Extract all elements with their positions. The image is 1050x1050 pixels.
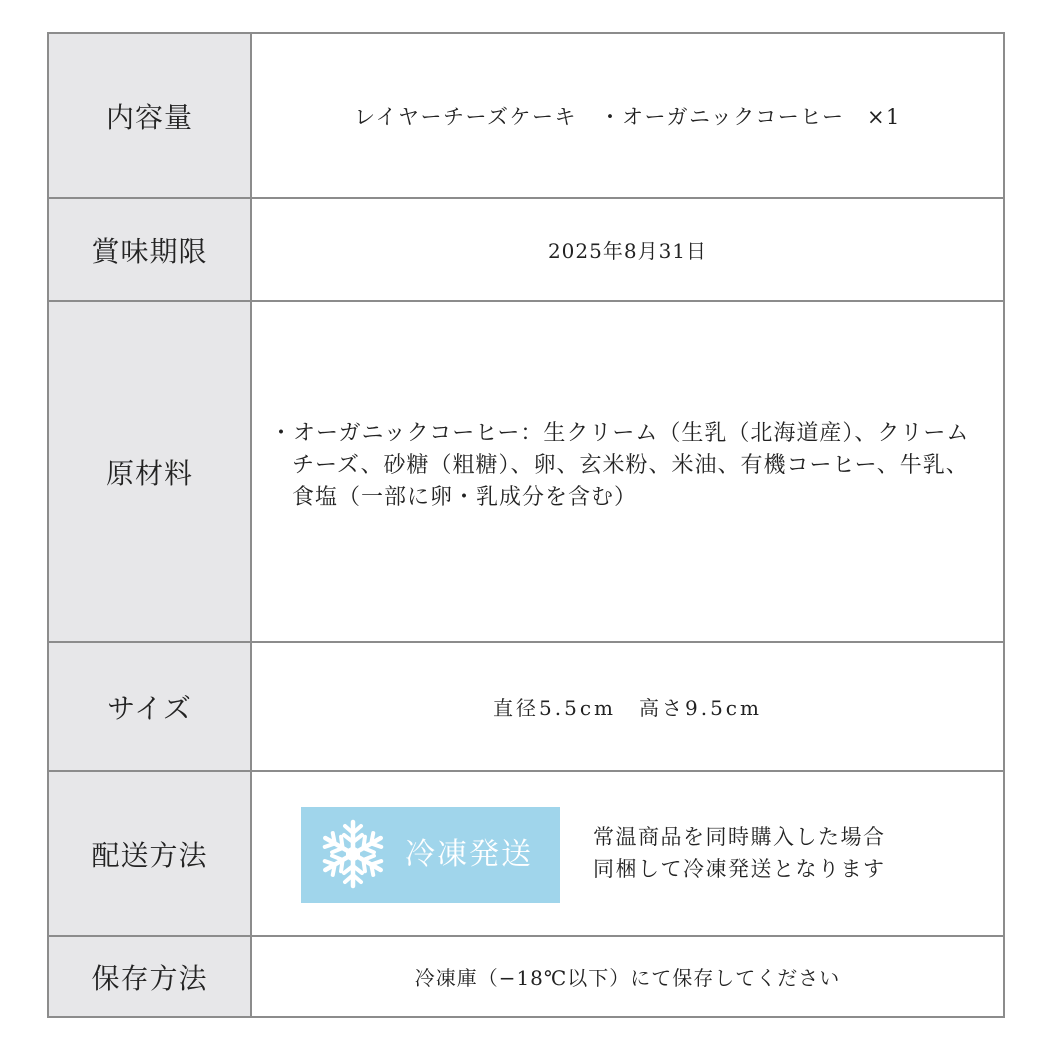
snowflake-icon: [318, 819, 388, 889]
label-shipping: [49, 772, 250, 935]
label-size-text: サイズ: [107, 691, 192, 725]
value-size-text: 直径5.5cm 高さ9.5cm: [493, 696, 762, 720]
label-best-before: [49, 199, 250, 300]
label-storage-text: 保存方法: [91, 961, 208, 995]
label-contents-text: 内容量: [105, 100, 193, 134]
value-best-before-text: 2025年8月31日: [547, 239, 708, 263]
value-contents: [252, 34, 1003, 197]
value-storage-text: 冷凍庫（−18℃以下）にて保存してください: [414, 966, 841, 990]
frozen-shipping-badge: [301, 807, 560, 903]
ingredients-line: チーズ、砂糖（粗糖）、卵、玄米粉、米油、有機コーヒー、牛乳、: [292, 452, 969, 478]
label-ingredients-text: 原材料: [105, 456, 193, 490]
frozen-shipping-badge-text: 冷凍発送: [405, 837, 533, 872]
shipping-note: [593, 821, 886, 885]
ingredients-line: 食塩（一部に卵・乳成分を含む）: [292, 484, 638, 510]
shipping-note-line: 常温商品を同時購入した場合: [593, 825, 886, 849]
label-contents: [49, 34, 250, 197]
label-shipping-text: 配送方法: [91, 838, 208, 872]
label-size: [49, 643, 250, 770]
value-best-before: [252, 199, 1003, 300]
value-size: [252, 643, 1003, 770]
label-best-before-text: 賞味期限: [91, 234, 208, 268]
value-storage: [252, 937, 1003, 1016]
label-ingredients: [49, 302, 250, 641]
ingredients-line: ・オーガニックコーヒー：生クリーム（生乳（北海道産）、クリーム: [270, 420, 970, 446]
value-contents-text: レイヤーチーズケーキ ・オーガニックコーヒー ×1: [354, 104, 901, 129]
shipping-note-line: 同梱して冷凍発送となります: [593, 857, 886, 881]
label-storage: [49, 937, 250, 1016]
value-ingredients: [252, 302, 1003, 641]
product-spec-table: [47, 32, 1005, 1018]
value-shipping: [252, 772, 1003, 935]
